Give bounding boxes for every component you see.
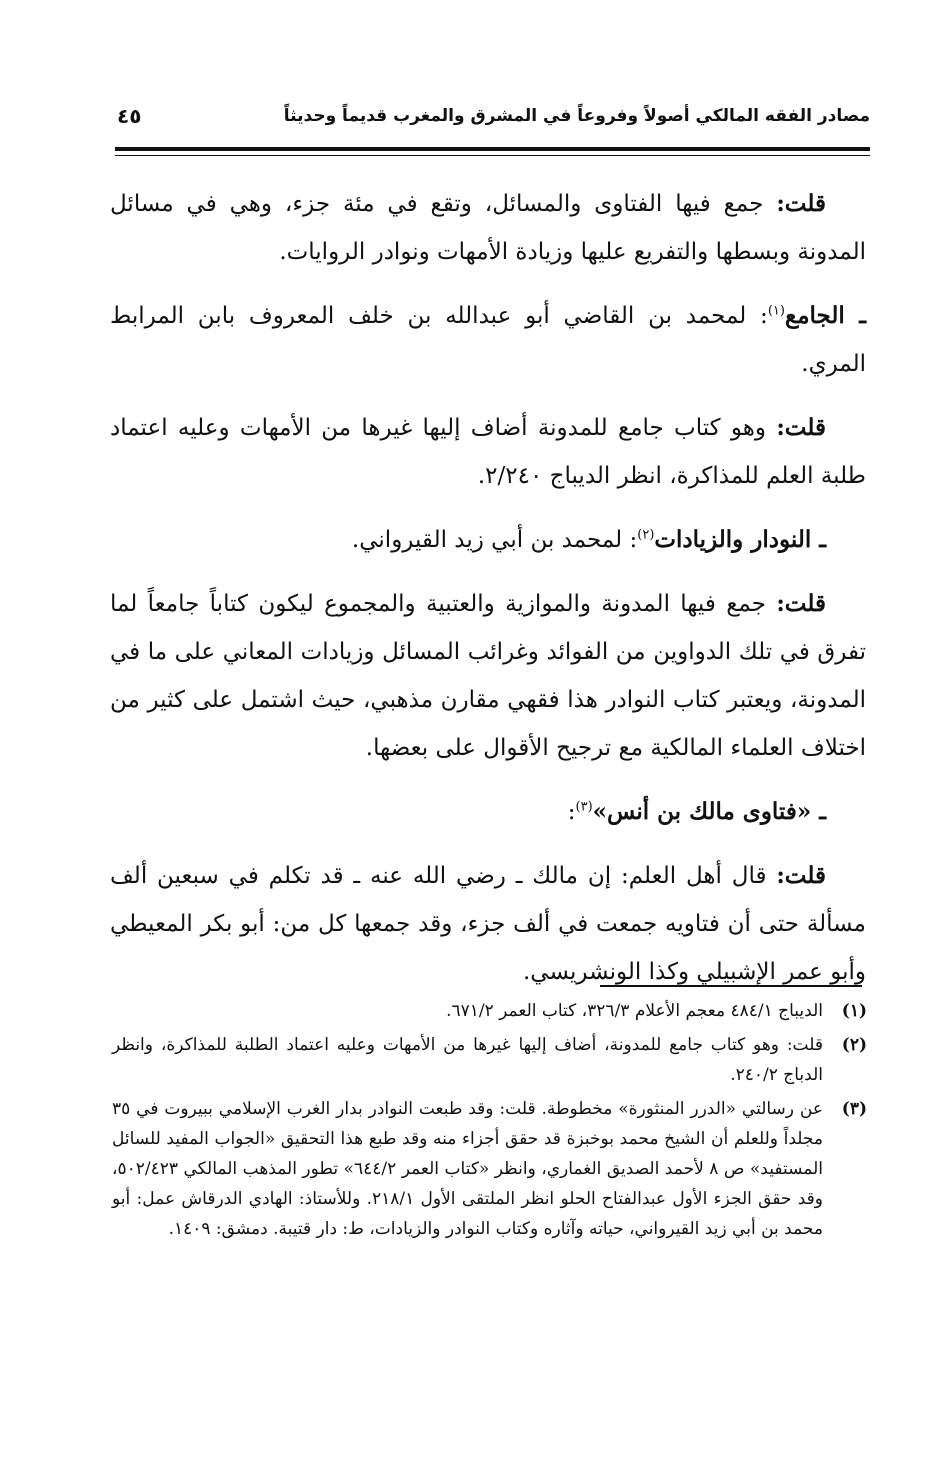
paragraph-lead: قلت:: [776, 190, 826, 217]
footnote-1: [112, 996, 867, 1026]
paragraph-2: [110, 404, 866, 500]
footnote-ref: (١): [767, 303, 785, 319]
header-rule-thick: [115, 147, 870, 151]
entry-text: :: [567, 799, 576, 825]
entry-heading: النودار والزيادات: [654, 526, 812, 553]
footnote-3: [112, 1094, 867, 1244]
paragraph-3: [110, 580, 866, 772]
paragraph-lead: قلت:: [776, 590, 826, 617]
footnote-separator: [600, 985, 862, 987]
footnote-text: الديباج ٤٨٤/١ معجم الأعلام ٣٢٦/٣، كتاب العمر ٦٧١/٢.: [446, 1001, 823, 1021]
footnote-text: قلت: وهو كتاب جامع للمدونة، أضاف إليها غيرها من الأمهات وعليه اعتماد الطلبة للمذاكرة، وانظر الدباج ٢٤٠/٢.: [112, 1035, 823, 1085]
paragraph-lead: قلت:: [776, 862, 826, 889]
footnote-ref: (٣): [575, 799, 593, 815]
entry-heading: الجامع: [784, 302, 845, 329]
footnote-2: [112, 1030, 867, 1090]
entry-al-nawadir: [110, 516, 866, 564]
footnote-number: (٣): [841, 1099, 867, 1119]
paragraph-lead: قلت:: [776, 414, 826, 441]
footnotes: [112, 996, 867, 1248]
main-text: [110, 180, 866, 1012]
paragraph-text: قال أهل العلم: إن مالك ـ رضي الله عنه ـ قد تكلم في سبعين ألف مسألة حتى أن فتاويه جمعت في ألف جزء، وقد جمعها كل من: أبو بكر المعيطي وأبو عمر الإشبيلي وكذا الونشريسي.: [110, 863, 866, 985]
entry-text: : لمحمد بن القاضي أبو عبدالله بن خلف المعروف بابن المرابط المري.: [110, 303, 866, 377]
running-title: مصادر الفقه المالكي أصولاً وفروعاً في المشرق والمغرب قديماً وحديثاً: [283, 106, 870, 126]
paragraph-text: جمع فيها الفتاوى والمسائل، وتقع في مئة جزء، وهي في مسائل المدونة وبسطها والتفريع عليها وزيادة الأمهات ونوادر الروايات.: [110, 191, 866, 265]
entry-fatawa-malik: [110, 788, 866, 836]
paragraph-text: جمع فيها المدونة والموازية والعتبية والمجموع ليكون كتاباً جامعاً لما تفرق في تلك الدواوين من الفوائد وغرائب المسائل وزيادات المعاني على ما في المدونة، ويعتبر كتاب النوادر هذا فقهي مقارن مذهبي، حيث اشتمل على كثير من اختلاف العلماء المالكية مع ترجيح الأقوال على بعضها.: [110, 591, 866, 761]
paragraph-text: وهو كتاب جامع للمدونة أضاف إليها غيرها من الأمهات وعليه اعتماد طلبة العلم للمذاكرة، انظر الديباج ٢/٢٤٠.: [110, 415, 866, 489]
entry-prefix: ـ: [844, 302, 866, 329]
entry-al-jami: [110, 292, 866, 388]
header-rule-thin: [115, 155, 870, 156]
entry-heading: «فتاوى مالك بن أنس»: [592, 798, 812, 825]
page-number: ٤٥: [117, 104, 142, 128]
paragraph-1: [110, 180, 866, 276]
footnote-ref: (٢): [637, 527, 655, 543]
entry-text: : لمحمد بن أبي زيد القيرواني.: [351, 527, 638, 553]
page-header: [115, 104, 870, 144]
paragraph-4: [110, 852, 866, 996]
entry-prefix: ـ: [811, 798, 826, 825]
entry-prefix: ـ: [811, 526, 826, 553]
footnote-number: (١): [841, 1001, 867, 1021]
footnote-text: عن رسالتي «الدرر المنثورة» مخطوطة. قلت: وقد طبعت النوادر بدار الغرب الإسلامي ببيروت في ٣٥ مجلداً وللعلم أن الشيخ محمد بوخبزة قد حقق أجزاء منه وقد طبع هذا التحقيق «الجواب المفيد للسائل المستفيد» ص ٨ لأحمد الصديق الغماري، وانظر «كتاب العمر ٦٤٤/٢» تطور المذهب المالكي ٥٠٢/٤٢٣، وقد حقق الجزء الأول عبدالفتاح الحلو انظر الملتقى الأول ٢١٨/١. وللأستاذ: الهادي الدرقاش عمل: أبو محمد بن أبي زيد القيرواني، حياته وآثاره وكتاب النوادر والزيادات، ط: دار قتيبة. دمشق: ١٤٠٩.: [112, 1099, 823, 1239]
footnote-number: (٢): [841, 1035, 867, 1055]
